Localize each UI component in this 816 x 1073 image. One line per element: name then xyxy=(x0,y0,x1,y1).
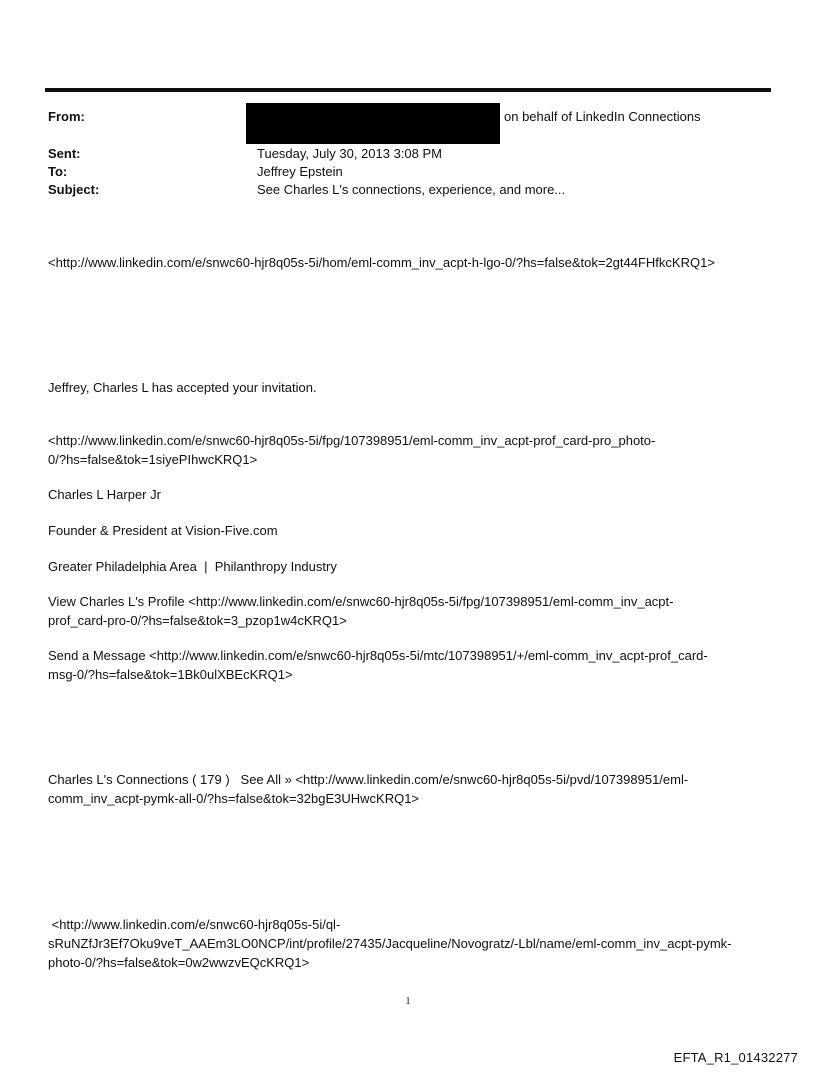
from-value: on behalf of LinkedIn Connections xyxy=(504,109,701,124)
accepted-text: Jeffrey, Charles L has accepted your invitation. xyxy=(48,380,317,395)
profile-title: Founder & President at Vision-Five.com xyxy=(48,523,278,538)
profile-location: Greater Philadelphia Area | Philanthropy Industry xyxy=(48,559,337,574)
pymk-line-2: sRuNZfJr3Ef7Oku9veT_AAEm3LO0NCP/int/profile/27435/Jacqueline/Novogratz/-Lbl/name/eml-comm_inv_acpt-pymk- xyxy=(48,936,732,951)
subject-value: See Charles L's connections, experience, and more... xyxy=(257,182,566,197)
link-photo-line-2: 0/?hs=false&tok=1siyePIhwcKRQ1> xyxy=(48,452,258,467)
document-id: EFTA_R1_01432277 xyxy=(673,1050,798,1065)
view-profile-line-2: prof_card-pro-0/?hs=false&tok=3_pzop1w4cKRQ1> xyxy=(48,613,347,628)
profile-name: Charles L Harper Jr xyxy=(48,487,161,502)
header-divider xyxy=(45,88,771,92)
sent-label: Sent: xyxy=(48,146,81,161)
pymk-line-3: photo-0/?hs=false&tok=0w2wwzvEQcKRQ1> xyxy=(48,955,310,970)
redaction-block xyxy=(246,103,500,144)
connections-line-1: Charles L's Connections ( 179 ) See All » <http://www.linkedin.com/e/snwc60-hjr8q05s-5i/pvd/107398951/eml- xyxy=(48,772,689,787)
to-value: Jeffrey Epstein xyxy=(257,164,343,179)
sent-value: Tuesday, July 30, 2013 3:08 PM xyxy=(257,146,442,161)
send-message-line-2: msg-0/?hs=false&tok=1Bk0ulXBEcKRQ1> xyxy=(48,667,293,682)
link-photo-line-1: <http://www.linkedin.com/e/snwc60-hjr8q05s-5i/fpg/107398951/eml-comm_inv_acpt-prof_card-pro_photo- xyxy=(48,433,656,448)
pymk-line-1: <http://www.linkedin.com/e/snwc60-hjr8q05s-5i/ql- xyxy=(48,917,341,932)
connections-line-2: comm_inv_acpt-pymk-all-0/?hs=false&tok=32bgE3UHwcKRQ1> xyxy=(48,791,420,806)
page-number: 1 xyxy=(405,996,411,1007)
subject-label: Subject: xyxy=(48,182,100,197)
link-home: <http://www.linkedin.com/e/snwc60-hjr8q05s-5i/hom/eml-comm_inv_acpt-h-lgo-0/?hs=false&tok=2gt44FHfkcKRQ1> xyxy=(48,255,715,270)
from-label: From: xyxy=(48,109,85,124)
send-message-line-1: Send a Message <http://www.linkedin.com/e/snwc60-hjr8q05s-5i/mtc/107398951/+/eml-comm_inv_acpt-prof_card- xyxy=(48,648,708,663)
view-profile-line-1: View Charles L's Profile <http://www.linkedin.com/e/snwc60-hjr8q05s-5i/fpg/107398951/eml-comm_inv_acpt- xyxy=(48,594,674,609)
to-label: To: xyxy=(48,164,68,179)
